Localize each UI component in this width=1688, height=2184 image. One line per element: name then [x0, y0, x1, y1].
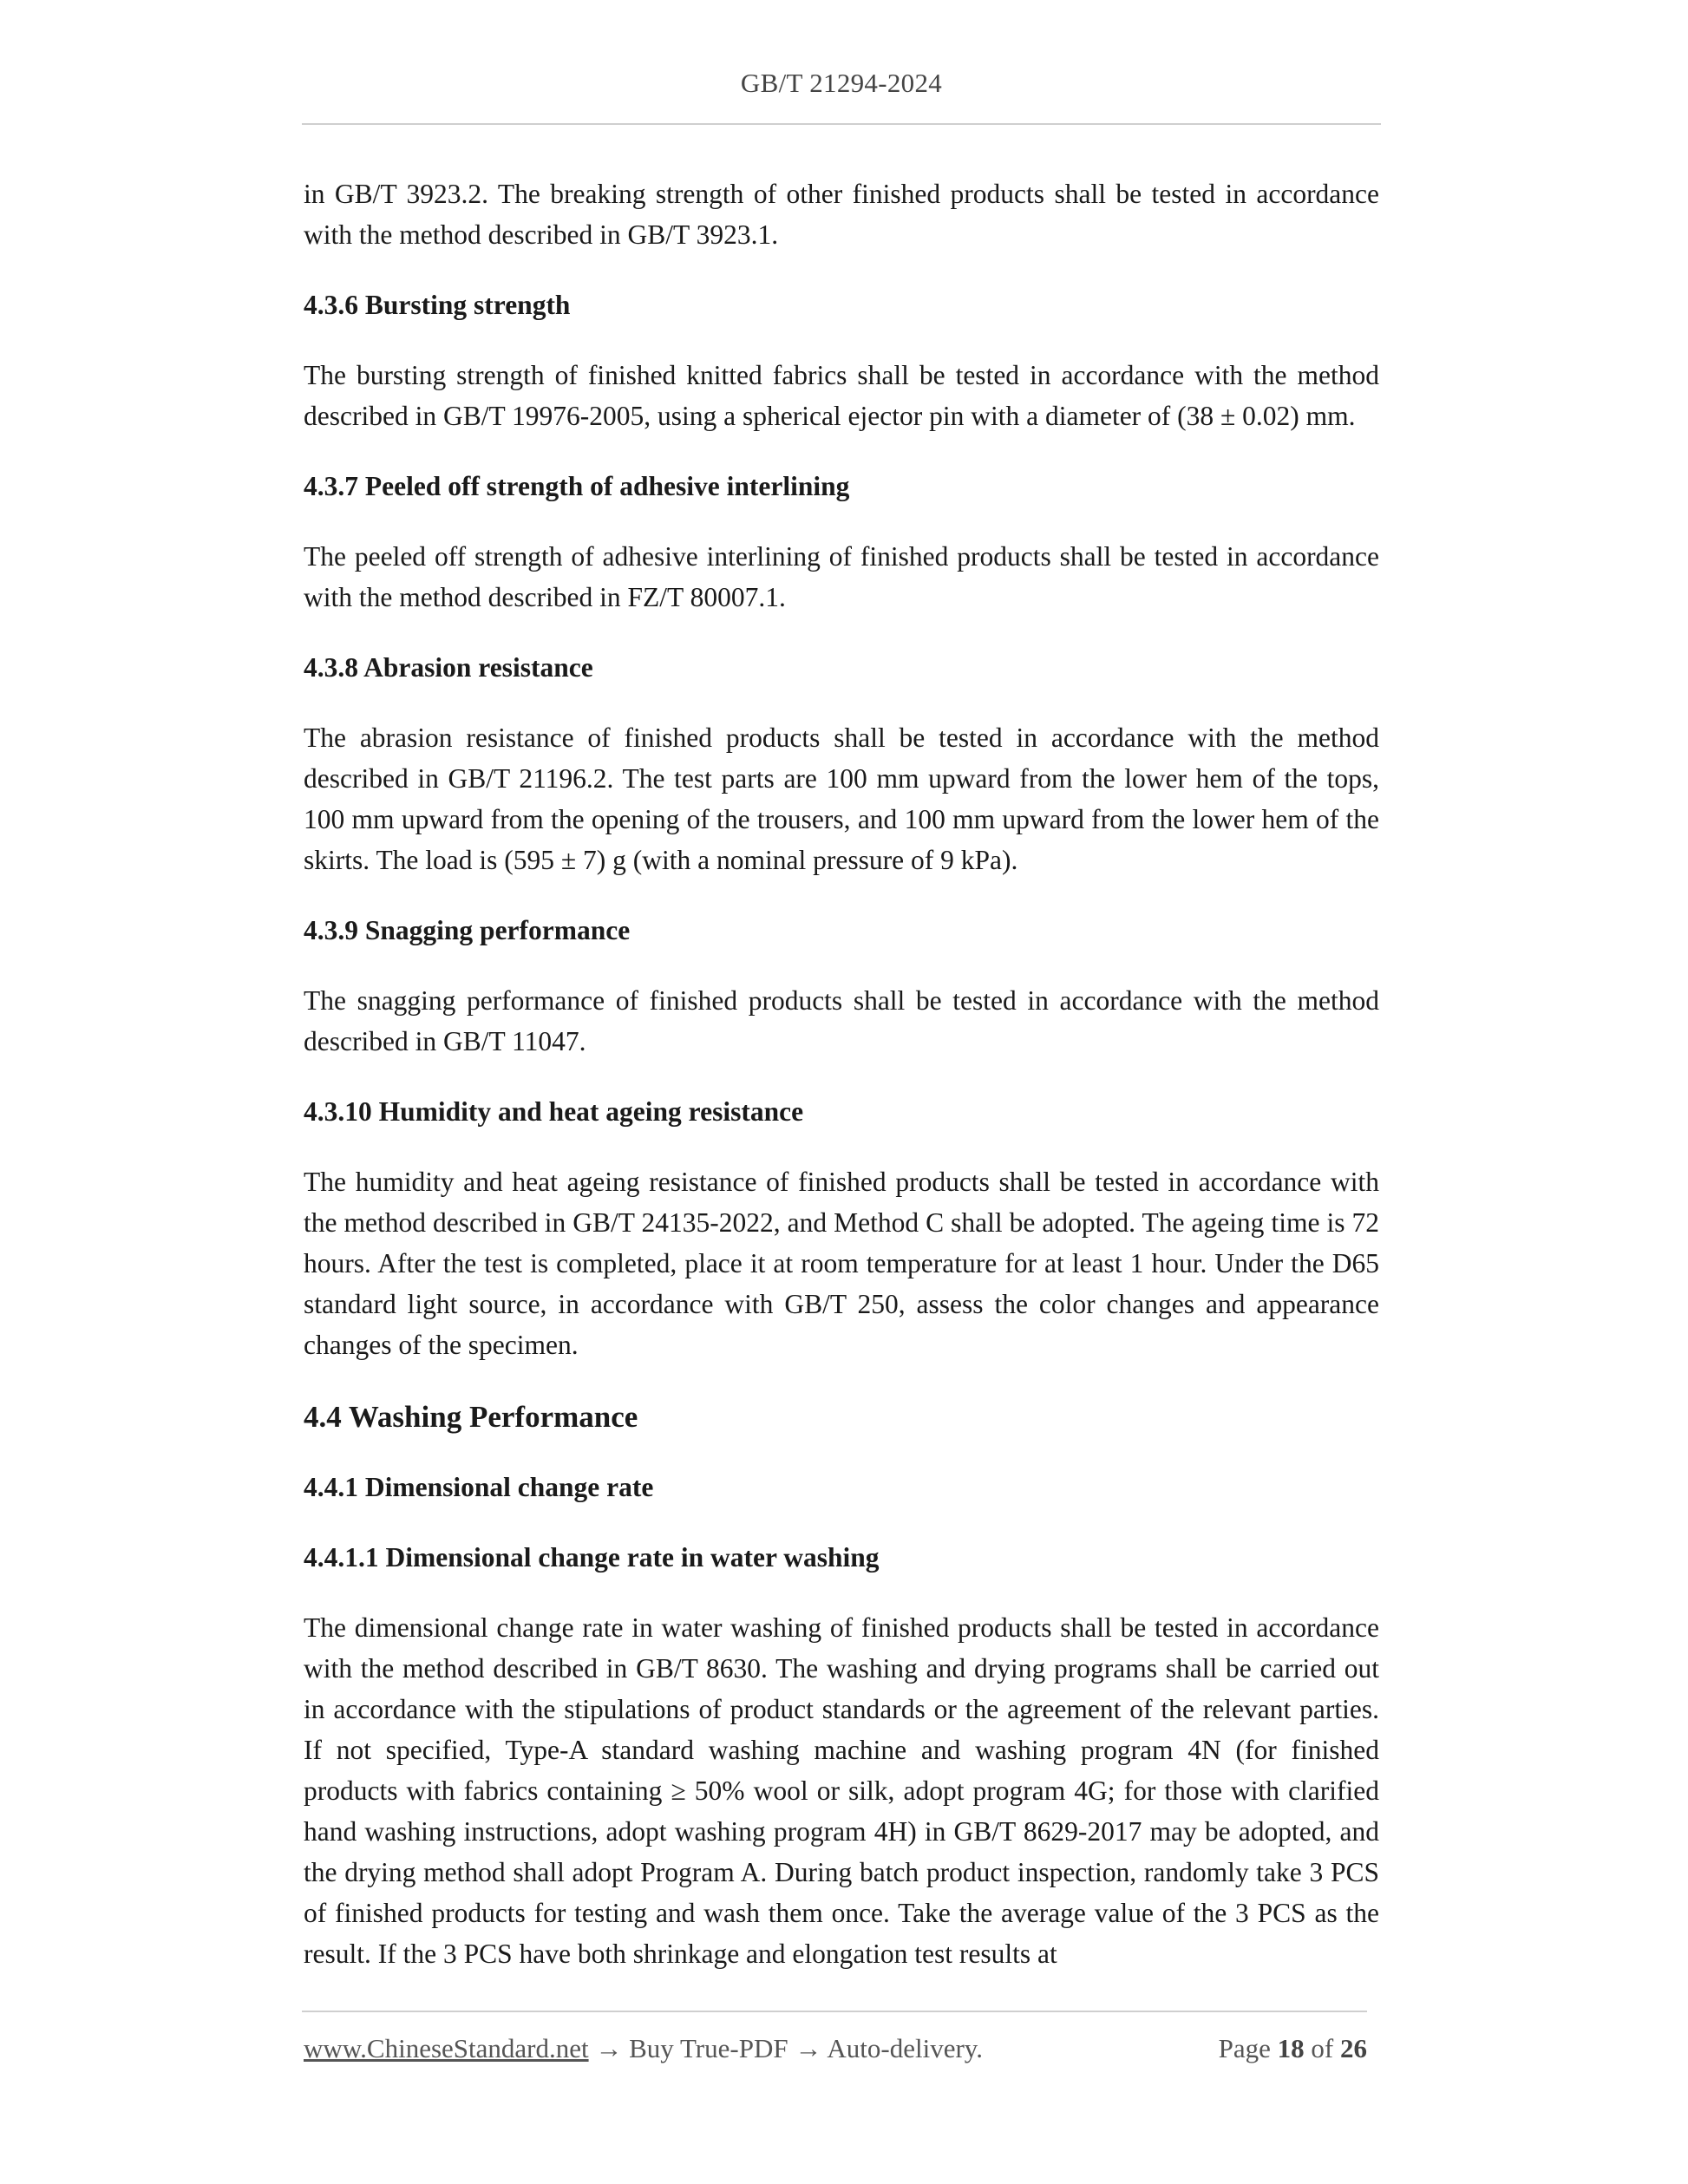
heading-4-3-7: 4.3.7 Peeled off strength of adhesive interlining	[304, 471, 850, 501]
paragraph-4-3-8: The abrasion resistance of finished products shall be tested in accordance with the method described in GB/T 21196.2. The test parts are 100 mm upward from the lower hem of the tops, 100 mm upward from the opening of the trousers, and 100 mm upward from the lower hem of the skirts. The load is (595 ± 7) g (with a nominal pressure of 9 kPa).	[304, 723, 1379, 875]
total-pages: 26	[1340, 2033, 1367, 2063]
page-footer	[304, 2033, 1367, 2064]
heading-4-4-1-1: 4.4.1.1 Dimensional change rate in water washing	[304, 1542, 880, 1573]
header-divider	[302, 123, 1381, 125]
current-page: 18	[1277, 2033, 1305, 2063]
paragraph-4-3-10: The humidity and heat ageing resistance of finished products shall be tested in accordance with the method described in GB/T 24135-2022, and Method C shall be adopted. The ageing time is 72 hours. After the test is completed, place it at room temperature for at least 1 hour. Under the D65 standard light source, in accordance with GB/T 250, assess the color changes and appearance changes of the specimen.	[304, 1167, 1379, 1360]
site-link[interactable]: www.ChineseStandard.net	[304, 2033, 589, 2063]
page-header: GB/T 21294-2024	[740, 68, 943, 98]
arrow-right-icon: →	[595, 2033, 623, 2063]
paragraph-intro: in GB/T 3923.2. The breaking strength of other finished products shall be tested in accordance with the method described in GB/T 3923.1.	[304, 179, 1379, 250]
page-number: Page 18 of 26	[1218, 2033, 1367, 2063]
delivery-text: Auto-delivery.	[827, 2033, 984, 2063]
heading-4-4-1: 4.4.1 Dimensional change rate	[304, 1472, 654, 1502]
paragraph-4-4-1-1: The dimensional change rate in water washing of finished products shall be tested in accordance with the method described in GB/T 8630. The washing and drying programs shall be carried out in accordance with the stipulations of product standards or the agreement of the relevant parties. If not specified, Type-A standard washing machine and washing program 4N (for finished products with fabrics containing ≥ 50% wool or silk, adopt program 4G; for those with clarified hand washing instructions, adopt washing program 4H) in GB/T 8629-2017 may be adopted, and the drying method shall adopt Program A. During batch product inspection, randomly take 3 PCS of finished products for testing and wash them once. Take the average value of the 3 PCS as the result. If the 3 PCS have both shrinkage and elongation test results at	[304, 1612, 1379, 1969]
heading-4-3-9: 4.3.9 Snagging performance	[304, 915, 631, 945]
paragraph-4-3-9: The snagging performance of finished products shall be tested in accordance with the method described in GB/T 11047.	[304, 985, 1379, 1056]
paragraph-4-3-6: The bursting strength of finished knitted fabrics shall be tested in accordance with the method described in GB/T 19976-2005, using a spherical ejector pin with a diameter of (38 ± 0.02) mm.	[304, 360, 1379, 431]
heading-4-3-6: 4.3.6 Bursting strength	[304, 290, 571, 320]
footer-promo	[304, 2033, 983, 2064]
paragraph-4-3-7: The peeled off strength of adhesive interlining of finished products shall be tested in accordance with the method described in FZ/T 80007.1.	[304, 541, 1379, 612]
heading-4-3-10: 4.3.10 Humidity and heat ageing resistance	[304, 1096, 804, 1127]
buy-text: Buy True-PDF	[629, 2033, 788, 2063]
heading-4-4: 4.4 Washing Performance	[304, 1400, 638, 1434]
footer-divider	[302, 2011, 1367, 2012]
arrow-right-icon: →	[795, 2033, 822, 2063]
heading-4-3-8: 4.3.8 Abrasion resistance	[304, 652, 593, 683]
page-body	[304, 173, 1379, 1974]
